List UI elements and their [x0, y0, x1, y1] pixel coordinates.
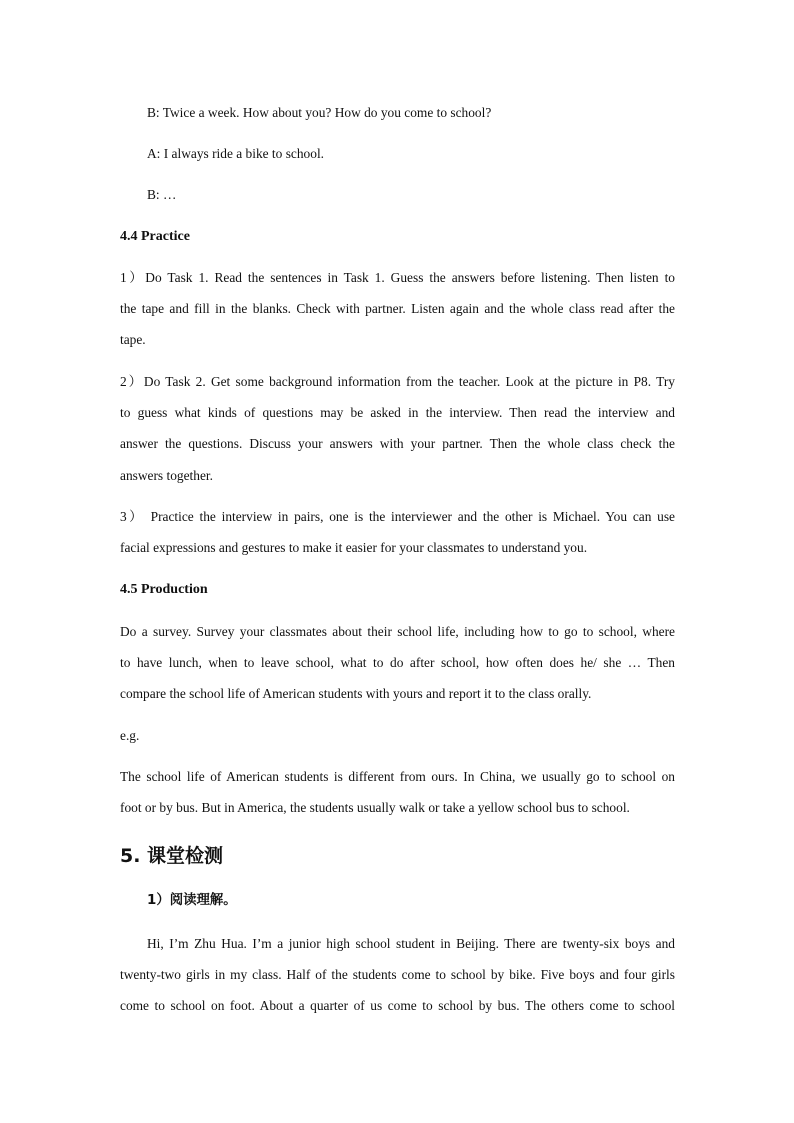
practice-p1-line-1: 1）Do Task 1. Read the sentences in Task 1. Guess the answers before listening. Then listen to	[120, 270, 675, 285]
practice-p2-line-1: 2）Do Task 2. Get some background information from the teacher. Look at the picture in P8. Try	[120, 374, 675, 389]
production-p1-line-2: to have lunch, when to leave school, what to do after school, how often does he/ she … Then	[120, 655, 675, 670]
dialogue-line-b1: B: Twice a week. How about you? How do you come to school?	[147, 105, 492, 120]
production-eg: e.g.	[120, 728, 140, 743]
practice-p1-line-3: tape.	[120, 332, 146, 347]
production-p2-line-1: The school life of American students is different from ours. In China, we usually go to school on	[120, 769, 675, 784]
production-heading: 4.5 Production	[120, 582, 208, 597]
section-5-subheading: 1）阅读理解。	[147, 893, 237, 908]
production-p1-line-3: compare the school life of American students with yours and report it to the class orally.	[120, 686, 592, 701]
practice-heading: 4.4 Practice	[120, 229, 190, 244]
production-p2-line-2: foot or by bus. But in America, the students usually walk or take a yellow school bus to school.	[120, 800, 630, 815]
reading-line-3: come to school on foot. About a quarter of us come to school by bus. The others come to school	[120, 998, 675, 1013]
dialogue-line-b2: B: …	[147, 187, 177, 202]
practice-p2-line-3: answer the questions. Discuss your answers with your partner. Then the whole class check the	[120, 436, 675, 451]
practice-p3-line-1: 3） Practice the interview in pairs, one is the interviewer and the other is Michael. You can use	[120, 509, 675, 524]
production-p1-line-1: Do a survey. Survey your classmates about their school life, including how to go to school, where	[120, 624, 675, 639]
practice-p1-line-2: the tape and fill in the blanks. Check with partner. Listen again and the whole class read after the	[120, 301, 675, 316]
section-5-heading: 5. 课堂检测	[120, 845, 224, 867]
practice-p2-line-4: answers together.	[120, 468, 213, 483]
practice-p2-line-2: to guess what kinds of questions may be asked in the interview. Then read the interview and	[120, 405, 675, 420]
reading-line-1: Hi, I’m Zhu Hua. I’m a junior high school student in Beijing. There are twenty-six boys and	[147, 936, 675, 951]
dialogue-line-a: A: I always ride a bike to school.	[147, 146, 325, 161]
reading-line-2: twenty-two girls in my class. Half of the students come to school by bike. Five boys and four girls	[120, 967, 675, 982]
practice-p3-line-2: facial expressions and gestures to make it easier for your classmates to understand you.	[120, 540, 588, 555]
